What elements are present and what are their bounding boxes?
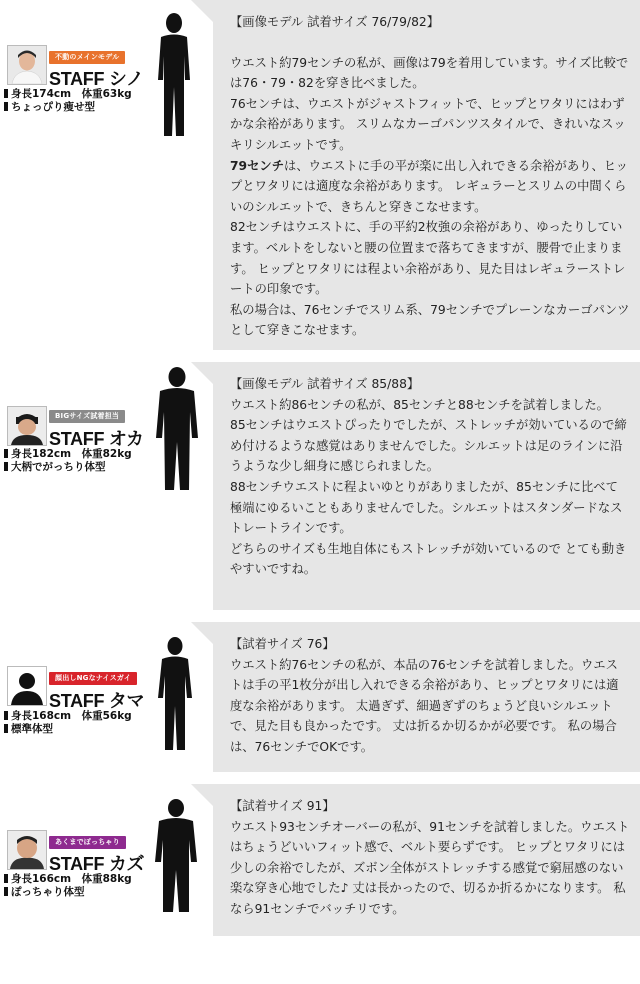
review-heading: 【画像モデル 試着サイズ 76/79/82】 <box>230 15 440 29</box>
review-bubble <box>213 362 640 610</box>
staff-badge: 不動のメインモデル <box>49 51 125 64</box>
anonymous-person-icon <box>8 667 46 705</box>
review-paragraph: 82センチはウエストに、手の平約2枚強の余裕があり、ゆったりしています。ベルトをしないと腰の位置まで落ちてきますが、腰骨で止まります。 ヒップとワタリには程よい余裕があり、見た目はレギュラーストレートの印象です。 <box>230 220 626 297</box>
review-bubble <box>213 622 640 772</box>
staff-name: STAFF オカ <box>49 429 144 449</box>
review-paragraph: 88センチウエストに程よいゆとりがありましたが、85センチに比べて極端にゆるいこともありませんでした。シルエットはスタンダードなストレートラインです。 <box>230 479 623 536</box>
person-silhouette-icon <box>152 636 198 754</box>
staff-name: STAFF シノ <box>49 69 144 89</box>
staff-height-weight: 身長182cm 体重82kg <box>4 448 132 460</box>
staff-review-oka <box>0 362 640 610</box>
staff-photo-icon <box>8 831 46 869</box>
review-heading: 【試着サイズ 76】 <box>230 637 335 651</box>
staff-review-kazu <box>0 784 640 936</box>
review-paragraph: ウエスト約79センチの私が、画像は79を着用しています。サイズ比較では76・79・82を穿き比べました。 <box>230 55 629 91</box>
review-paragraph: どちらのサイズも生地自体にもストレッチが効いているので とても動きやすいですね。 <box>230 541 627 577</box>
staff-badge: あくまでぽっちゃり <box>49 836 126 849</box>
review-paragraph: 79センチは、ウエストに手の平が楽に出し入れできる余裕があり、ヒップとワタリには適度な余裕があります。 レギュラーとスリムの中間くらいのシルエットで、きちんと穿きこなせます。 <box>230 158 628 214</box>
person-silhouette-icon <box>150 366 204 494</box>
staff-body-type: ぽっちゃり体型 <box>4 886 85 898</box>
review-heading: 【試着サイズ 91】 <box>230 799 335 813</box>
person-silhouette-icon <box>150 12 198 140</box>
review-paragraph: ウエスト約86センチの私が、85センチと88センチを試着しました。 <box>230 397 609 412</box>
staff-review-tama <box>0 622 640 772</box>
avatar <box>7 45 47 85</box>
staff-body-type: ちょっぴり痩せ型 <box>4 101 95 113</box>
staff-body-type: 大柄でがっちり体型 <box>4 461 106 473</box>
avatar <box>7 406 47 446</box>
review-bubble <box>213 0 640 350</box>
staff-body-type: 標準体型 <box>4 723 53 735</box>
review-paragraph: ウエスト約76センチの私が、本品の76センチを試着しました。ウエストは手の平1枚分が出し入れできる余裕があり、ヒップとワタリには適度な余裕があります。 太過ぎず、細過ぎずのちょうど良いシルエットで、見た目も良かったです。 丈は折るか切るかが必要です。 私の場合は、76センチでOKです。 <box>230 657 619 754</box>
staff-height-weight: 身長174cm 体重63kg <box>4 88 132 100</box>
staff-review-shino <box>0 0 640 350</box>
staff-badge: BIGサイズ試着担当 <box>49 410 125 423</box>
staff-photo-icon <box>8 46 46 84</box>
review-paragraph: 私の場合は、76センチでスリム系、79センチでプレーンなカーゴパンツとして穿きこなせます。 <box>230 302 630 338</box>
review-paragraph: 85センチはウエストぴったりでしたが、ストレッチが効いているので締め付けるような感覚はありませんでした。シルエットは足のラインに沿うような少し細身に感じられました。 <box>230 418 627 474</box>
review-heading: 【画像モデル 試着サイズ 85/88】 <box>230 377 420 391</box>
staff-height-weight: 身長168cm 体重56kg <box>4 710 132 722</box>
staff-height-weight: 身長166cm 体重88kg <box>4 873 132 885</box>
review-bubble <box>213 784 640 936</box>
review-paragraph: 76センチは、ウエストがジャストフィットで、ヒップとワタリにはわずかな余裕があります。 スリムなカーゴパンツスタイルで、きれいなスッキリシルエットです。 <box>230 96 626 152</box>
avatar <box>7 666 47 706</box>
staff-badge: 顔出しNGなナイスガイ <box>49 672 137 685</box>
review-paragraph: ウエスト93センチオーバーの私が、91センチを試着しました。ウエストはちょうどいいフィット感で、ベルト要らずです。 ヒップとワタリには少しの余裕でしたが、ズボン全体がストレッチする感覚で窮屈感のない楽な穿き心地でした♪ 丈は長かったので、切るか折るかになります。 私なら91センチでバッチリです。 <box>230 819 630 916</box>
staff-photo-icon <box>8 407 46 445</box>
avatar <box>7 830 47 870</box>
person-silhouette-icon <box>150 798 202 916</box>
review-bold-size: 79センチ <box>230 158 285 173</box>
staff-name: STAFF タマ <box>49 691 145 711</box>
staff-name: STAFF カズ <box>49 854 145 874</box>
